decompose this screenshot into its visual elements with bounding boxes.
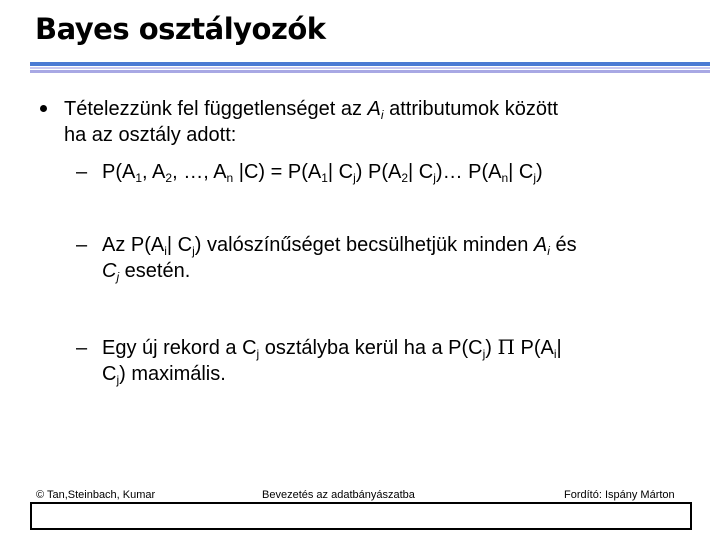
footer-box — [30, 502, 692, 530]
subscript: 2 — [165, 171, 173, 185]
bullet-dot-icon — [40, 105, 47, 112]
subscript: 2 — [401, 171, 409, 185]
text-run: ) P(A — [355, 161, 402, 183]
subscript: j — [353, 171, 356, 185]
text-run: )… P(A — [435, 161, 502, 183]
subscript: i — [547, 244, 550, 258]
sub-bullet-3-line-2 — [102, 361, 226, 387]
subscript: j — [256, 347, 260, 361]
title-rule-top — [30, 62, 710, 66]
subscript: j — [533, 171, 537, 185]
text-run: | C — [166, 234, 193, 256]
text-run: ) maximális. — [119, 363, 226, 385]
variable-a — [534, 234, 550, 256]
text-run: A — [533, 234, 548, 256]
subscript: i — [164, 244, 167, 258]
text-run: A — [367, 98, 381, 120]
bullet-line-1 — [64, 96, 558, 122]
dash: – — [76, 161, 88, 183]
text-run: |C) = P(A — [233, 161, 322, 183]
subscript: 1 — [321, 171, 328, 185]
text-run: | C — [408, 161, 434, 183]
formula-line — [76, 159, 543, 185]
text-run: | C — [508, 161, 534, 183]
subscript: n — [226, 171, 234, 185]
text-run: P(A — [102, 161, 136, 183]
sub-bullet-2-line-1 — [76, 232, 577, 258]
footer-course: Bevezetés az adatbányászatba — [262, 489, 415, 501]
text-run: , …, A — [172, 161, 227, 183]
text-run: , A — [142, 161, 166, 183]
text-run: osztályba kerül ha a P(C — [259, 337, 483, 359]
dash: – — [76, 337, 88, 359]
text-run: Tételezzünk fel függetlenséget az — [64, 98, 368, 120]
text-run: P(A — [514, 337, 554, 359]
subscript: 1 — [135, 171, 143, 185]
product-symbol: Π — [497, 335, 515, 359]
dash: – — [76, 234, 88, 256]
subscript: j — [482, 347, 486, 361]
subscript: i — [380, 108, 384, 122]
text-run: | C — [327, 161, 354, 183]
subscript: j — [116, 270, 120, 284]
text-run: ) — [485, 337, 498, 359]
sub-bullet-2-line-2 — [102, 258, 190, 284]
subscript: n — [501, 171, 509, 185]
text-run: | — [556, 337, 562, 359]
title-rule-middle — [30, 67, 710, 69]
footer-copyright: © Tan,Steinbach, Kumar — [36, 489, 156, 501]
text-run: esetén. — [119, 260, 191, 282]
subscript: j — [192, 244, 195, 258]
text-run: C — [102, 363, 117, 385]
title-rule-bottom — [30, 70, 710, 73]
subscript: j — [433, 171, 436, 185]
text-run: Az P(A — [102, 234, 165, 256]
subscript: j — [116, 373, 120, 387]
footer-translator: Fordító: Ispány Márton — [564, 489, 675, 501]
subscript: i — [553, 347, 557, 361]
slide-title: Bayes osztályozók — [35, 12, 326, 46]
variable-c — [102, 260, 119, 282]
text-run: Egy új rekord a C — [102, 337, 257, 359]
bullet-line-2: ha az osztály adott: — [64, 124, 237, 146]
sub-bullet-3-line-1 — [76, 334, 562, 361]
text-run: C — [102, 260, 117, 282]
text-run: ) valószínűséget becsülhetjük minden — [194, 234, 534, 256]
text-run: és — [549, 234, 577, 256]
text-run: ) — [536, 161, 543, 183]
variable-a — [368, 98, 384, 120]
text-run: attributumok között — [383, 98, 559, 120]
